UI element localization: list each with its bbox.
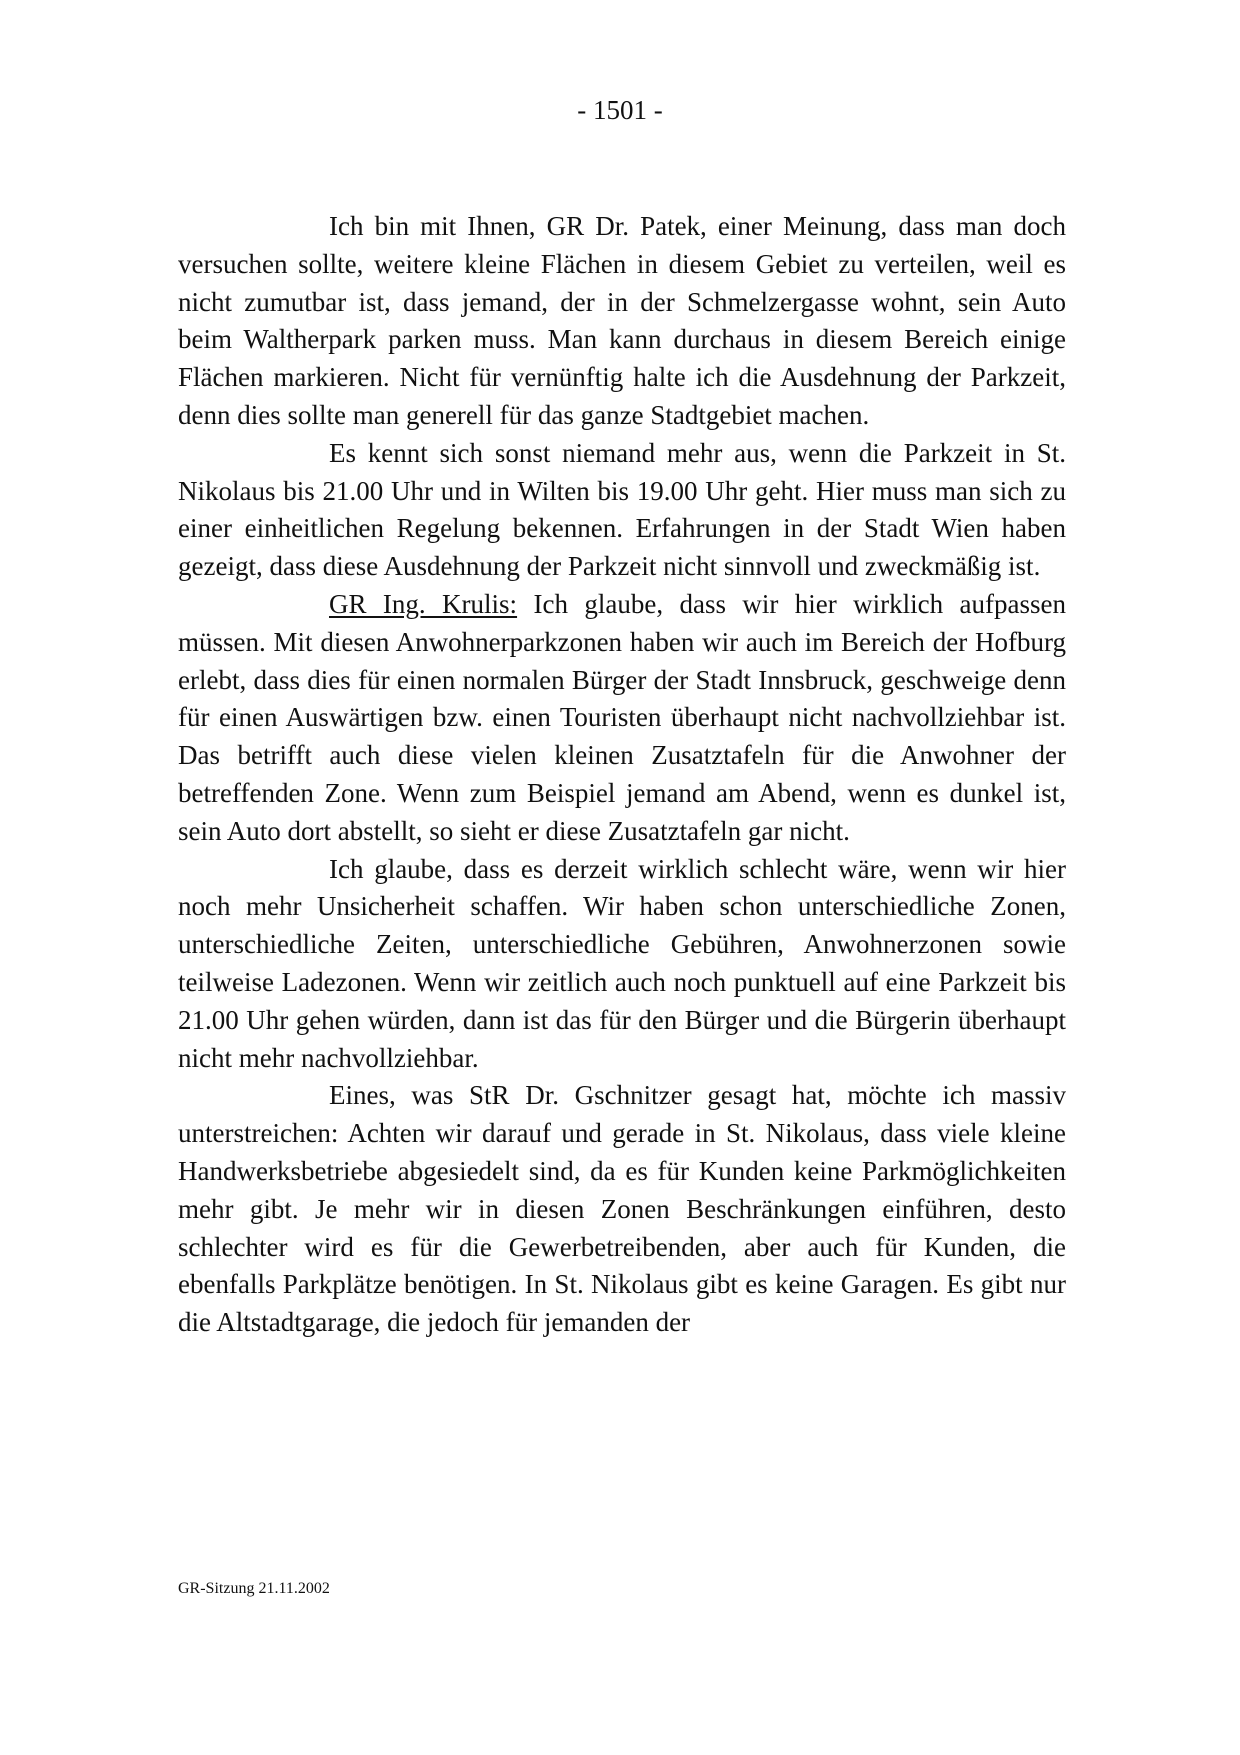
paragraph xyxy=(178,208,1066,435)
body-text xyxy=(178,208,1066,1342)
paragraph-text: Ich glaube, dass wir hier wirklich aufpassen müssen. Mit diesen Anwohnerparkzonen haben wir auch im Bereich der Hofburg erlebt, dass dies für einen normalen Bürger der Stadt Innsbruck, geschweige denn für einen Auswärtigen bzw. einen Touristen überhaupt nicht nachvollziehbar ist. Das betrifft auch diese vielen kleinen Zusatztafeln für die Anwohner der betreffenden Zone. Wenn zum Beispiel jemand am Abend, wenn es dunkel ist, sein Auto dort abstellt, so sieht er diese Zusatztafeln gar nicht. xyxy=(178,588,1066,846)
paragraph-text: Ich glaube, dass es derzeit wirklich schlecht wäre, wenn wir hier noch mehr Unsicherheit schaffen. Wir haben schon unterschiedliche Zonen, unterschiedliche Zeiten, unterschiedliche Gebühren, Anwohnerzonen sowie teilweise Ladezonen. Wenn wir zeitlich auch noch punktuell auf eine Parkzeit bis 21.00 Uhr gehen würden, dann ist das für den Bürger und die Bürgerin überhaupt nicht mehr nachvollziehbar. xyxy=(178,853,1066,1073)
paragraph-text: Ich bin mit Ihnen, GR Dr. Patek, einer Meinung, dass man doch versuchen sollte, weitere kleine Flächen in diesem Gebiet zu verteilen, weil es nicht zumutbar ist, dass jemand, der in der Schmelzergasse wohnt, sein Auto beim Waltherpark parken muss. Man kann durchaus in diesem Bereich einige Flächen markieren. Nicht für vernünftig halte ich die Ausdehnung der Parkzeit, denn dies sollte man generell für das ganze Stadtgebiet machen. xyxy=(178,211,1066,430)
speaker-name: GR Ing. Krulis: xyxy=(329,588,518,619)
paragraph xyxy=(178,435,1066,586)
paragraph-text: Es kennt sich sonst niemand mehr aus, wenn die Parkzeit in St. Nikolaus bis 21.00 Uhr und in Wilten bis 19.00 Uhr geht. Hier muss man sich zu einer einheitlichen Regelung bekennen. Erfahrungen in der Stadt Wien haben gezeigt, dass diese Ausdehnung der Parkzeit nicht sinnvoll und zweckmäßig ist. xyxy=(178,437,1066,582)
paragraph xyxy=(178,851,1066,1078)
footer: GR-Sitzung 21.11.2002 xyxy=(178,1580,330,1597)
paragraph xyxy=(178,586,1066,851)
paragraph-text: Eines, was StR Dr. Gschnitzer gesagt hat, möchte ich massiv unterstreichen: Achten wir darauf und gerade in St. Nikolaus, dass viele kleine Handwerksbetriebe abgesiedelt sind, da es für Kunden keine Parkmöglichkeiten mehr gibt. Je mehr wir in diesen Zonen Beschränkungen einführen, desto schlechter wird es für die Gewerbetreibenden, aber auch für Kunden, die ebenfalls Parkplätze benötigen. In St. Nikolaus gibt es keine Garagen. Es gibt nur die Altstadtgarage, die jedoch für jemanden der xyxy=(178,1080,1066,1338)
page-number: - 1501 - xyxy=(577,95,663,125)
paragraph xyxy=(178,1077,1066,1342)
